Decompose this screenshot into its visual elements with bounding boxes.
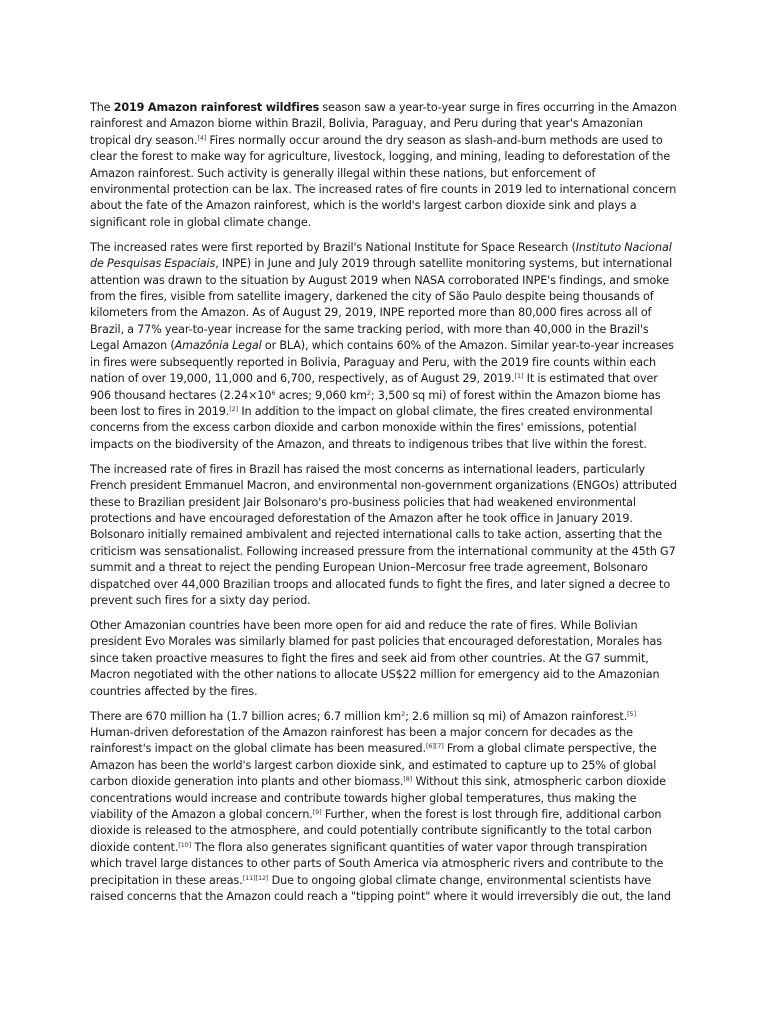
text-run: , INPE) in June and July 2019 through satellite monitoring systems, but international attention was drawn to the situation by August 2019 when NASA corroborated INPE's findings, and smoke from the fires, visible from satellite imagery, darkened the city of São Paulo despite being thousands of kilometers from the Amazon. As of August 29, 2019, INPE reported more than 80,000 fires across all of Brazil, a 77% year-to-year increase for the same tracking period, with more than 40,000 in the Brazil's Legal Amazon ( — [90, 257, 673, 353]
text-run: Human-driven deforestation of the Amazon rainforest has been a major concern for decades as the rainforest's impact on the global climate has been measured. — [90, 726, 633, 756]
citation-superscript: [9] — [312, 808, 322, 817]
text-run: Without this sink, atmospheric carbon dioxide concentrations would increase and contribute towards higher global temperatures, thus making the viability of the Amazon a global concern. — [90, 775, 666, 822]
italic-text: Amazônia Legal — [174, 339, 262, 353]
citation-superscript: [11][12] — [242, 873, 269, 882]
text-run: There are 670 million ha (1.7 billion acres; 6.7 million km — [90, 709, 402, 723]
citation-superscript: [2] — [229, 404, 239, 413]
text-run: season saw a year-to-year surge in fires occurring in the Amazon rainforest and Amazon biome within Brazil, Bolivia, Paraguay, and Peru during that year's Amazonian tropical dry season. — [90, 101, 677, 147]
text-run: Fires normally occur around the dry season as slash-and-burn methods are used to clear the forest to make way for agriculture, livestock, logging, and mining, leading to deforestation of the Amazon rainforest. Such activity is generally illegal within these nations, but enforcement of environmental protection can be lax. The increased rates of fire counts in 2019 led to international concern about the fate of the Amazon rainforest, which is the world's largest carbon dioxide sink and plays a significant role in global climate change. — [90, 133, 677, 229]
text-run: In addition to the impact on global climate, the fires created environmental concerns from the excess carbon dioxide and carbon monoxide within the fires' emissions, potential impacts on the biodiversity of the Amazon, and threats to indigenous tribes that live within the forest. — [90, 404, 653, 451]
text-run: Further, when the forest is lost through fire, additional carbon dioxide is released to the atmosphere, and could potentially contribute significantly to the total carbon dioxide content. — [90, 808, 662, 854]
citation-superscript: [1] — [514, 372, 524, 381]
text-run: The — [90, 101, 114, 114]
paragraph-climate-impact — [90, 709, 678, 906]
text-run: acres; 9,060 km — [275, 388, 367, 402]
text-run: The increased rate of fires in Brazil has raised the most concerns as international leaders, particularly French president Emmanuel Macron, and environmental non-government organizations (ENGOs) attributed these to Brazilian president Jair Bolsonaro's pro-business policies that had weakened environmental protections and have encouraged deforestation of the Amazon after he took office in January 2019. Bolsonaro initially remained ambivalent and rejected international calls to take action, asserting that the criticism was sensationalist. Following increased pressure from the international community at the 45th G7 summit and a threat to reject the pending European Union–Mercosur free trade agreement, Bolsonaro dispatched over 44,000 Brazilian troops and allocated funds to fight the fires, and later signed a decree to prevent such fires for a sixty day period. — [90, 462, 677, 607]
citation-superscript: 2 — [401, 709, 406, 718]
paragraph-other-countries — [90, 618, 678, 700]
citation-superscript: 2 — [366, 388, 371, 397]
text-run: ; 2.6 million sq mi) of Amazon rainforest. — [405, 709, 628, 723]
citation-superscript: [6][7] — [425, 742, 444, 751]
citation-superscript: 6 — [271, 388, 276, 397]
text-run: From a global climate perspective, the Amazon has been the world's largest carbon dioxide sink, and estimated to capture up to 25% of global carbon dioxide generation into plants and other biomass. — [90, 742, 657, 789]
text-run: Due to ongoing global climate change, environmental scientists have raised concerns that the Amazon could reach a "tipping point" where it would irreversibly die out, the land — [90, 873, 671, 904]
citation-superscript: [10] — [178, 840, 192, 849]
text-run: The flora also generates significant quantities of water vapor through transpiration which travel large distances to other parts of South America via atmospheric rivers and contribute to the precipitation in these areas. — [90, 840, 664, 887]
text-run: ; 3,500 sq mi) of forest within the Amazon biome has been lost to fires in 2019. — [90, 388, 661, 418]
citation-superscript: [5] — [627, 709, 636, 718]
italic-text: Instituto Nacional de Pesquisas Espaciais — [90, 240, 672, 271]
text-run: The increased rates were first reported by Brazil's National Institute for Space Research ( — [90, 240, 576, 254]
text-run: Other Amazonian countries have been more open for aid and reduce the rate of fires. While Bolivian president Evo Morales was similarly blamed for past policies that encouraged deforestation, Morales has since taken proactive measures to fight the fires and seek aid from other countries. At the G7 summit, Macron negotiated with the other nations to allocate US$22 million for emergency aid to the Amazonian countries affected by the fires. — [90, 618, 662, 698]
bold-text: 2019 Amazon rainforest wildfires — [113, 101, 320, 114]
text-run: or BLA), which contains 60% of the Amazon. Similar year-to-year increases in fires were subsequently reported in Bolivia, Paraguay and Peru, with the 2019 fire counts within each nation of over 19,000, 11,000 and 6,700, respectively, as of August 29, 2019. — [90, 339, 674, 386]
document-page — [90, 100, 678, 914]
paragraph-brazil-response — [90, 462, 678, 610]
paragraph-inpe-report — [90, 240, 678, 453]
citation-superscript: [4] — [197, 133, 207, 142]
citation-superscript: [8] — [403, 775, 413, 784]
paragraph-intro — [90, 100, 678, 231]
text-run: It is estimated that over 906 thousand hectares (2.24×10 — [90, 372, 658, 402]
